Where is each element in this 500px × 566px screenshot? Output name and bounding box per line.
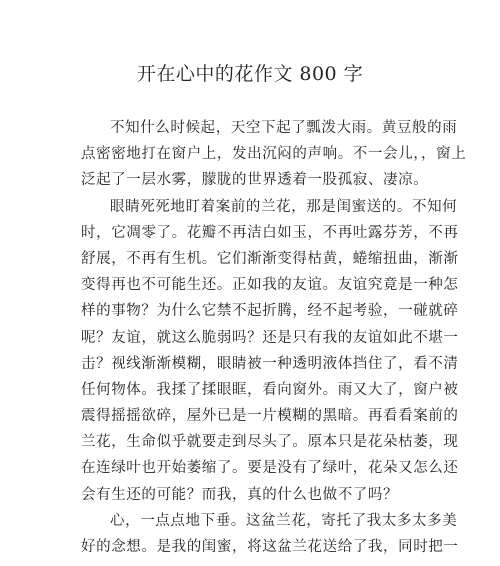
paragraph-3-line-2: 好的念想。是我的闺蜜，将这盆兰花送给了我，同时把一: [81, 539, 459, 555]
paragraph-1-line-1: 不知什么时候起，天空下起了瓢泼大雨。黄豆般的雨: [110, 120, 458, 136]
paragraph-2-line-5: 样的事物？为什么它禁不起折腾，经不起考验，一碰就碎: [81, 303, 459, 320]
document-title: 开在心中的花作文 800 字: [136, 63, 364, 85]
paragraph-2-line-8: 任何物体。我揉了揉眼眶，看向窗外。雨又大了，窗户被: [81, 381, 459, 398]
paragraph-3-line-1: 心，一点点地下垂。这盆兰花，寄托了我太多太多美: [110, 512, 458, 529]
paragraph-2-line-1: 眼睛死死地盯着案前的兰花，那是闺蜜送的。不知何: [110, 198, 458, 215]
paragraph-2-line-6: 呢？友谊，就这么脆弱吗？还是只有我的友谊如此不堪一: [81, 329, 459, 346]
paragraph-2-line-9: 震得摇摇欲碎，屋外已是一片模糊的黑暗。再看看案前的: [81, 408, 459, 425]
paragraph-2-line-12: 会有生还的可能？而我，真的什么也做不了吗？: [81, 486, 399, 503]
paragraph-1-line-2: 点密密地打在窗户上，发出沉闷的声响。不一会儿，，窗上: [81, 146, 467, 163]
paragraph-2-line-3: 舒展，不再有生机。它们渐渐变得枯黄，蜷缩扭曲，渐渐: [81, 250, 459, 267]
paragraph-1-line-3: 泛起了一层水雾，朦胧的世界透着一股孤寂、凄凉。: [81, 172, 429, 189]
paragraph-2-line-10: 兰花，生命似乎就要走到尽头了。原本只是花朵枯萎，现: [81, 434, 459, 451]
paragraph-2-line-7: 击？视线渐渐模糊，眼睛被一种透明液体挡住了，看不清: [81, 355, 459, 372]
essay-body: [81, 115, 467, 560]
paragraph-2-line-4: 变得再也不可能生还。正如我的友谊。友谊究竟是一种怎: [81, 277, 459, 294]
paragraph-2-line-11: 在连绿叶也开始萎缩了。要是没有了绿叶，花朵又怎么还: [81, 460, 459, 477]
paragraph-2-line-2: 时，它凋零了。花瓣不再洁白如玉，不再吐露芬芳，不再: [81, 224, 459, 241]
